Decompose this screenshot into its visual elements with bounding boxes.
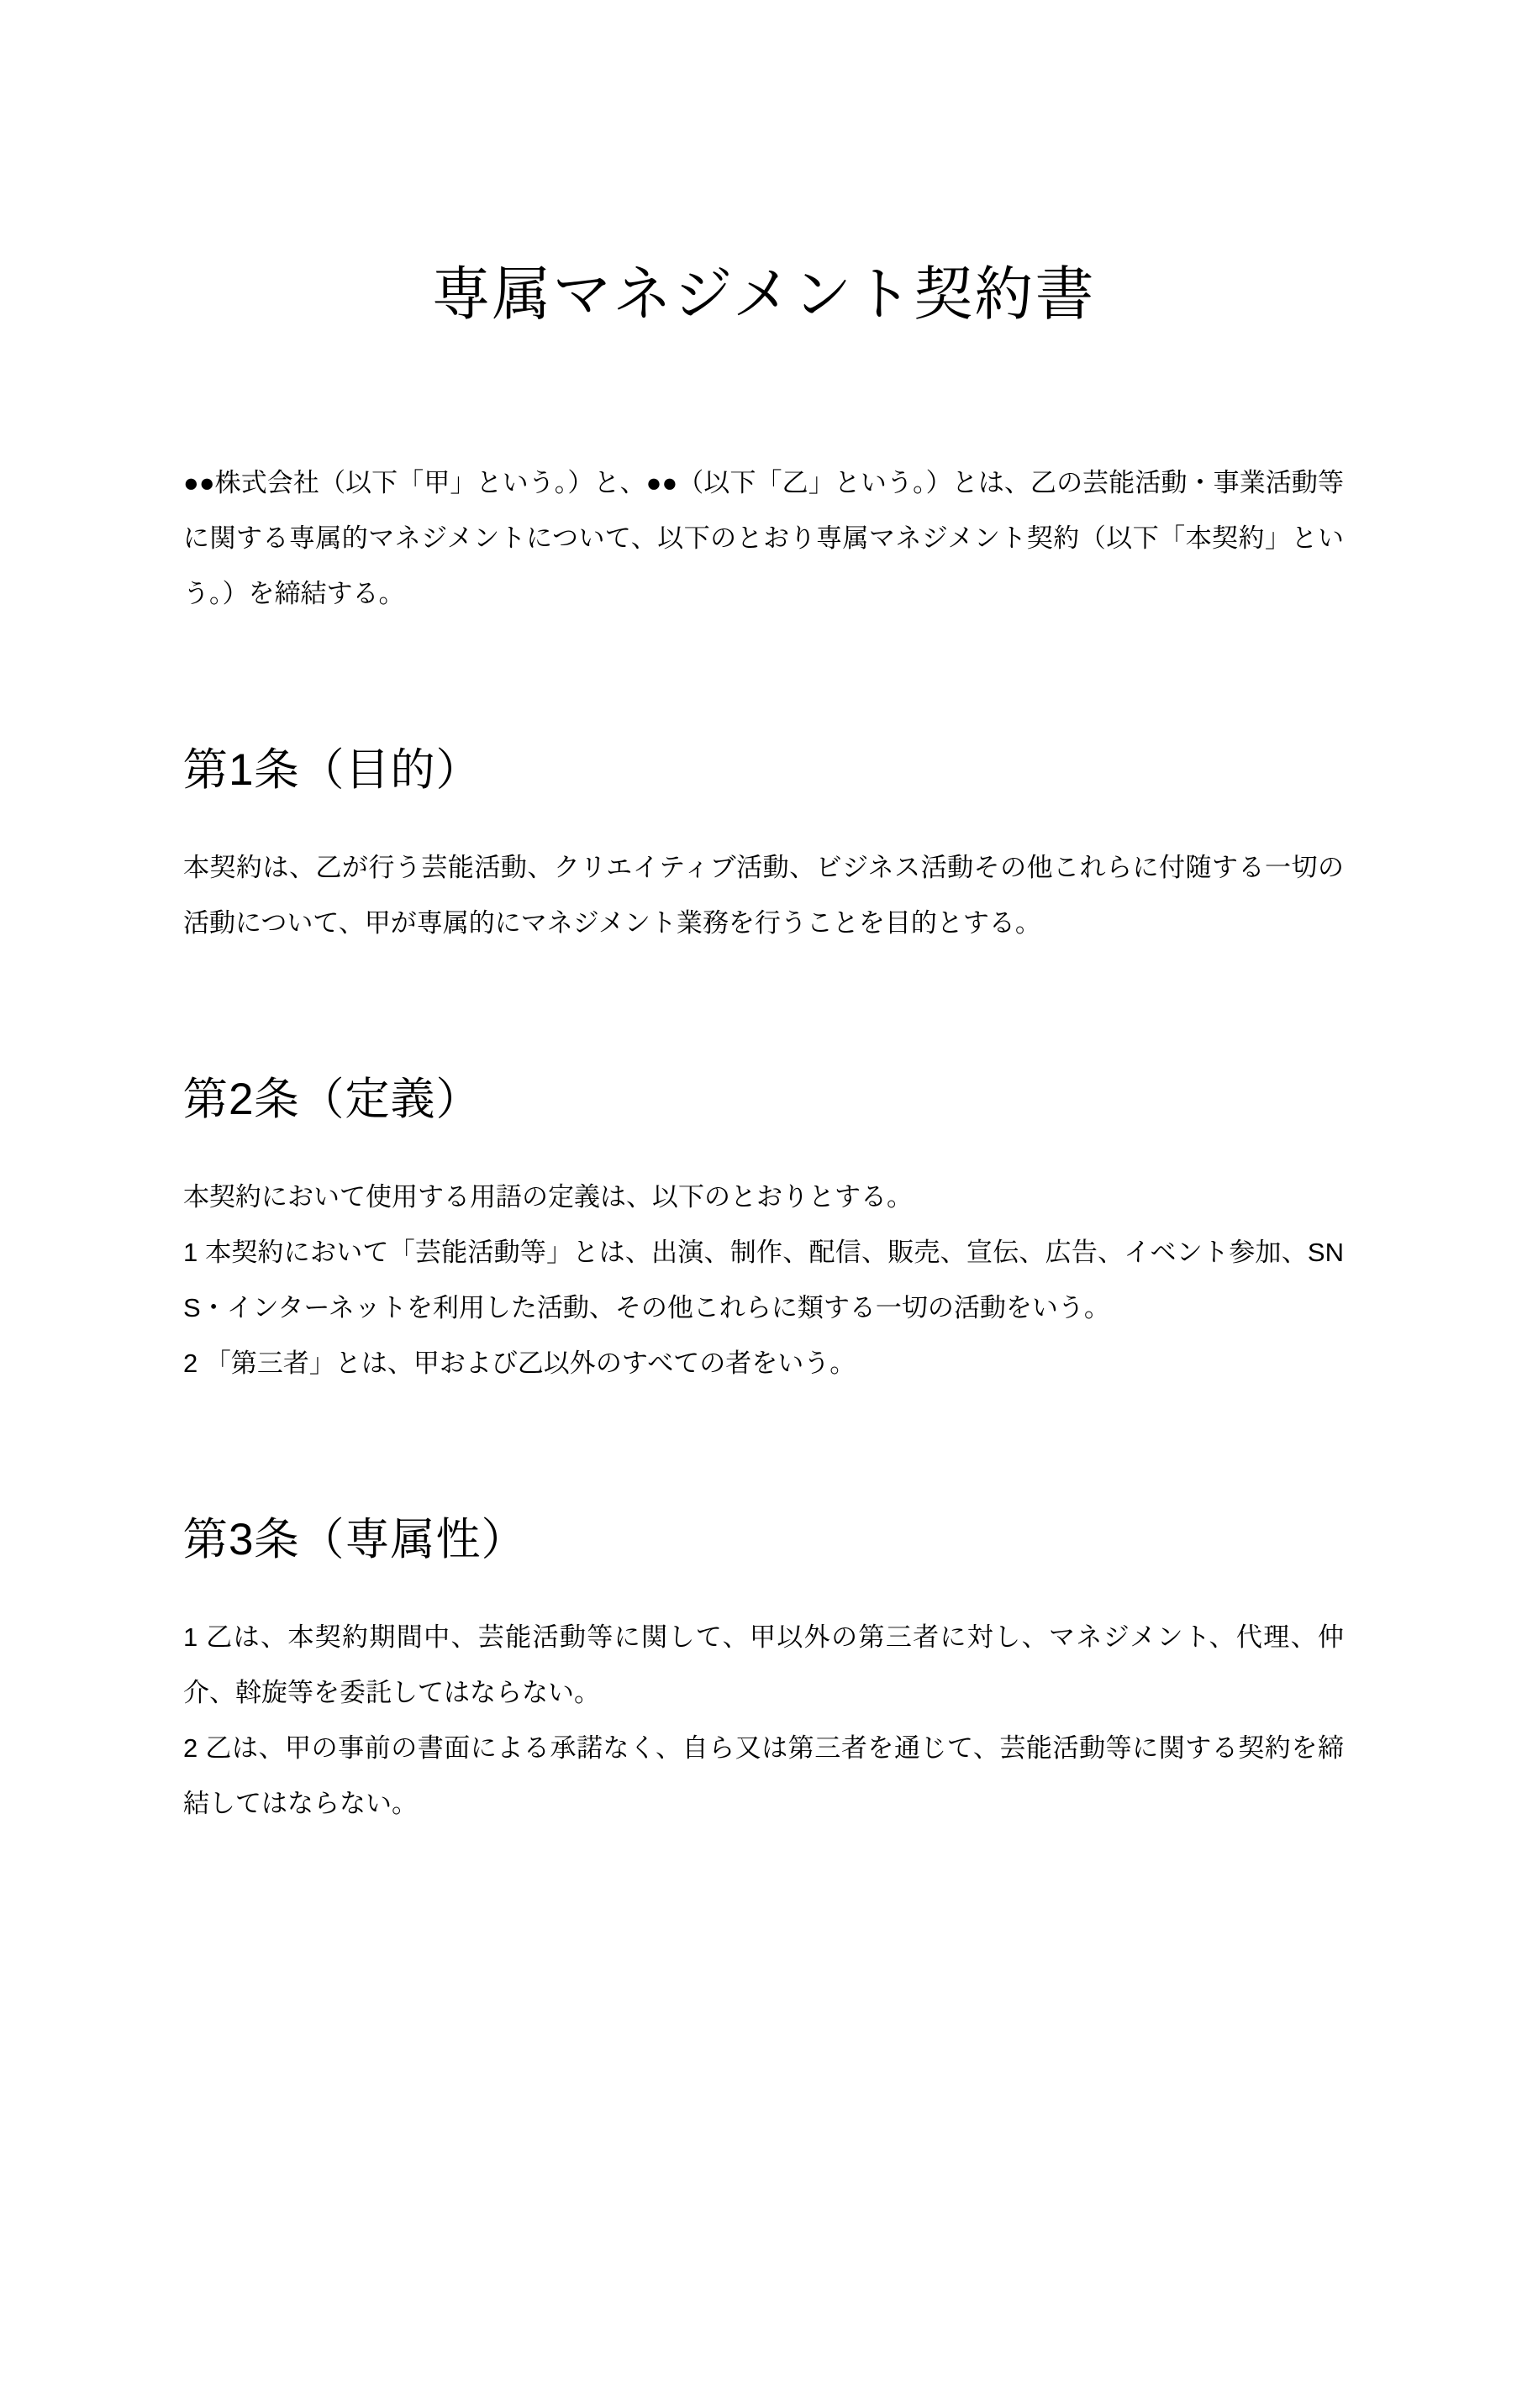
article-1-paragraph-1: 本契約は、乙が行う芸能活動、クリエイティブ活動、ビジネス活動その他これらに付随する一切の活動について、甲が専属的にマネジメント業務を行うことを目的とする。	[183, 853, 1344, 938]
article-3-paragraph-1: 1 乙は、本契約期間中、芸能活動等に関して、甲以外の第三者に対し、マネジメント、代理、仲介、斡旋等を委託してはならない。	[183, 1622, 1344, 1707]
article-1-heading: 第1条（目的）	[183, 745, 482, 795]
contract-page	[0, 257, 1522, 2408]
article-section-2	[183, 1070, 1344, 1391]
article-2-heading: 第2条（定義）	[183, 1075, 482, 1124]
article-2-paragraph-1: 本契約において使用する用語の定義は、以下のとおりとする。	[183, 1182, 913, 1212]
article-3-body	[183, 1610, 1344, 1832]
intro-section	[183, 455, 1344, 622]
article-section-1	[183, 741, 1344, 951]
article-section-3	[183, 1511, 1344, 1832]
article-3-heading: 第3条（専属性）	[183, 1515, 527, 1564]
article-1-body	[183, 840, 1344, 951]
article-3-paragraph-2: 2 乙は、甲の事前の書面による承諾なく、自ら又は第三者を通じて、芸能活動等に関する契約を締結してはならない。	[183, 1733, 1344, 1818]
article-2-paragraph-3: 2 「第三者」とは、甲および乙以外のすべての者をいう。	[183, 1349, 856, 1378]
article-2-paragraph-2: 1 本契約において「芸能活動等」とは、出演、制作、配信、販売、宣伝、広告、イベント参加、SNS・インターネットを利用した活動、その他これらに類する一切の活動をいう。	[183, 1238, 1344, 1322]
intro-paragraph: ●●株式会社（以下「甲」という。）と、●●（以下「乙」という。）とは、乙の芸能活動・事業活動等に関する専属的マネジメントについて、以下のとおり専属マネジメント契約（以下「本契約」という。）を締結する。	[183, 468, 1344, 608]
article-2-body	[183, 1170, 1344, 1391]
document-title: 専属マネジメント契約書	[431, 261, 1096, 327]
